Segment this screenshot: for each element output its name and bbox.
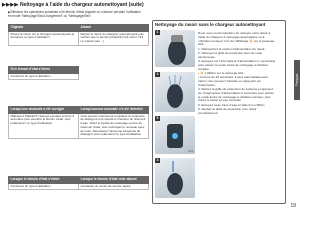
section-title: Nettoyage à l’aide du chargeur autonettoyant (suite) xyxy=(19,2,144,8)
table-header-blinking: Clignote xyxy=(9,25,79,32)
page-number: 19 xyxy=(290,203,296,209)
shaver-photo-4 xyxy=(155,158,195,198)
step-text: 2. Nettoyez la grille de protection avec de l’eau savonneuse. xyxy=(198,50,263,59)
table-header-fixed: Lorsqu’une anomalie a été corrigée xyxy=(9,107,79,114)
arrow-icon: ▶▶▶▶ xyxy=(2,2,19,8)
table-header-off2: Lorsque le témoin d’état s’éteint xyxy=(9,177,79,184)
step-text: 1. Débranchez le cordon d’alimentation du rasoir. xyxy=(198,46,266,51)
intro-text: ▶Effectuer les opérations suivantes si le témoin d’état clignote ou s’allume pendant l’utilisation en mode “Nettoyage/Sec/Chargement” ou “Nettoyage/Sec”. xyxy=(8,10,141,18)
table-cell: Retirez le rasoir du chargeur autonettoyant puis vérifiez que le témoin [CLEAN] s’est éteint. (S’il ne s’éteint pas ...) xyxy=(79,31,149,45)
faucet-illustration xyxy=(155,158,195,198)
shaver-hand-illustration xyxy=(155,30,195,67)
anomaly-table xyxy=(8,106,149,139)
table-header-none: Lorsqu’aucune anomalie n’a été détectée xyxy=(79,107,149,114)
table-header-lit: Allumé xyxy=(79,25,149,32)
step-text: • 🔆 s’affiche sur le panneau ACL. xyxy=(198,70,245,75)
indicator-table-top xyxy=(8,24,149,46)
table-cell: Continuez un type d’utilisation. xyxy=(9,183,79,190)
shaver-photo-1 xyxy=(155,30,195,67)
rinse-illustration xyxy=(155,72,195,112)
lcd-caption: ACL xyxy=(188,149,194,153)
instruction-steps xyxy=(198,32,276,116)
step-badge: 3 xyxy=(156,116,159,120)
shaver-photo-2 xyxy=(155,72,195,112)
step-text: 4. Retirez la grille de protection du système et appuyez sur l’interrupteur d’alimentation 2 secondes pour activer le mode lustre de nettoyage à vibration sonique; puis rincez le rasoir à l’eau courante. xyxy=(198,87,275,103)
step-text: Nous vous recommandons de nettoyer votre rasoir à l’aide du chargeur à nettoyage automatique ou à “vibration sonique” lors de l’affichage 🔆 sur le panneau ACL. xyxy=(198,31,275,47)
table-header-off: Si le témoin d’état s’éteint xyxy=(9,67,79,74)
step-text: • Au bout de 20 secondes, il sera automatiquement éteint; vous pouvez l’éteindre en appuyant sur l’interrupteur. xyxy=(198,75,268,87)
status-table-bottom xyxy=(8,176,149,190)
step-badge: 4 xyxy=(156,158,159,162)
table-cell: Continuez un type d’utilisation. xyxy=(9,73,79,80)
table-cell: Contactez un centre de service agréé. xyxy=(79,183,149,190)
step-text: 5. Essuyez toute trace d’eau à l’aide d’un chiffon. xyxy=(198,102,266,107)
table-cell: Vous pouvez maintenant remplacer la cartouche de détergent et le liquide à l’intérieur du réservoir d’eau. Videz le liquide de nettoyage encore du réservoir d’eau, puis rechargez le nouveau avec de l’eau. Remplacez l’ancienne cartouche de détergent puis redémarrez le type d’utilisation. xyxy=(79,113,149,138)
step-text: 3. Appuyez sur l’interrupteur d’alimentation (≈ secondes) pour activer le mode lustre de nettoyage à vibration sonique. xyxy=(198,59,276,71)
table-cell: Maintenez [SELECT] appuyé pendant environ 2 secondes pour éteindre le témoin d’état, puis redémarrez un type d’utilisation. xyxy=(9,113,79,138)
table-header-on2: Lorsque le témoin d’état reste allumé xyxy=(79,177,149,184)
box-title: Nettoyage du rasoir sans le chargeur autonettoyant xyxy=(155,22,266,27)
section-header xyxy=(2,2,144,8)
table-cell: Placez le rasoir sur le chargeur autonettoyant et démarrez un type d’utilisation. xyxy=(9,31,79,45)
step-badge: 1 xyxy=(156,30,159,34)
step-text: 6. Séchez la grille de protection et le rasoir complètement. xyxy=(198,107,257,115)
language-tab: Français xyxy=(294,60,300,100)
indicator-table-off xyxy=(8,66,79,80)
step-badge: 2 xyxy=(156,72,159,76)
shaver-photo-3 xyxy=(155,116,195,154)
